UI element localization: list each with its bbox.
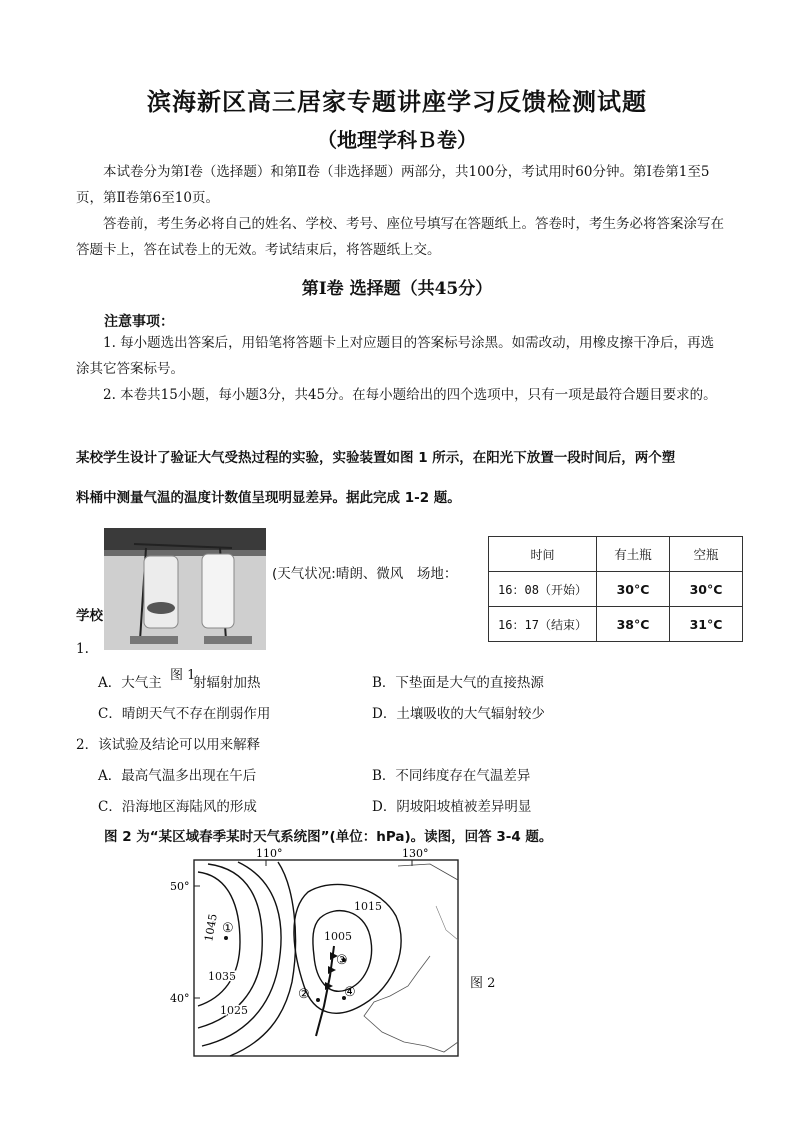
point-label-3: ③ <box>336 953 348 968</box>
notice-item: 1. 每小题选出答案后，用铅笔将答题卡上对应题目的答案标号涂黑。如需改动，用橡皮擦干净后，再选涂其它答案标号。 <box>76 335 715 377</box>
q1-option-a: A．大气主 <box>98 675 162 691</box>
figure1-photo <box>104 528 266 650</box>
figure2-label: 图 2 <box>470 976 496 991</box>
table-header: 有土瓶 <box>597 537 670 572</box>
q2-option-c: C．沿海地区海陆风的形成 <box>98 799 257 815</box>
weather-note: (天气状况:晴朗、微风 场地： <box>272 566 458 582</box>
q34-intro: 图 2 为“某区域春季某时天气系统图”(单位：hPa)。读图，回答 3-4 题。 <box>104 829 553 845</box>
isobar-label: 1035 <box>208 970 236 983</box>
notices <box>76 330 726 408</box>
isobar-label: 1025 <box>220 1004 248 1017</box>
point-label-4: ④ <box>344 985 356 1000</box>
lon-label: 110° <box>256 847 283 860</box>
table-cell: 16：08（开始） <box>489 572 597 607</box>
point-label-1: ① <box>222 921 234 936</box>
figure1-label: 图 1 <box>168 664 197 683</box>
notice-item: 2. 本卷共15小题，每小题3分，共45分。在每小题给出的四个选项中，只有一项是最符合题目要求的。 <box>103 387 717 403</box>
q2-option-b: B．不同纬度存在气温差异 <box>372 768 531 784</box>
temperature-table <box>488 536 743 642</box>
q12-intro-line1: 某校学生设计了验证大气受热过程的实验，实验装置如图 1 所示，在阳光下放置一段时间后，两个塑 <box>76 450 676 466</box>
notice-heading: 注意事项： <box>104 314 174 330</box>
exam-title: 滨海新区高三居家专题讲座学习反馈检测试题 <box>147 87 647 116</box>
school-fragment: 学校 <box>76 608 103 624</box>
table-cell: 38°C <box>597 607 670 642</box>
q2-option-d: D．阴坡阳坡植被差异明显 <box>372 799 532 815</box>
q1-option-b: B．下垫面是大气的直接热源 <box>372 675 544 691</box>
instruction-paragraph: 本试卷分为第Ⅰ卷（选择题）和第Ⅱ卷（非选择题）两部分，共100分，考试用时60分钟。第Ⅰ卷第1至5页，第Ⅱ卷第6至10页。 <box>76 164 710 206</box>
q1-option-d: D．土壤吸收的大气辐射较少 <box>372 706 545 722</box>
q1-option-c: C．晴朗天气不存在削弱作用 <box>98 706 271 722</box>
isobar-label: 1045 <box>202 912 220 943</box>
point-label-2: ② <box>298 987 310 1002</box>
isobar-label: 1015 <box>354 900 382 913</box>
q1-option-a-tail: 射辐射加热 <box>193 675 261 691</box>
table-cell: 16：17（结束） <box>489 607 597 642</box>
lat-label: 40° <box>170 992 190 1005</box>
exam-subtitle: （地理学科Ｂ卷） <box>317 128 477 152</box>
table-header-row <box>489 537 743 572</box>
instruction-paragraph: 答卷前，考生务必将自己的姓名、学校、考号、座位号填写在答题纸上。答卷时，考生务必将答案涂写在答题卡上，答在试卷上的无效。考试结束后，将答题纸上交。 <box>76 216 724 258</box>
table-cell: 30°C <box>670 572 743 607</box>
table-header: 时间 <box>489 537 597 572</box>
table-header: 空瓶 <box>670 537 743 572</box>
table-cell: 31°C <box>670 607 743 642</box>
isobar-label: 1005 <box>324 930 352 943</box>
table-cell: 30°C <box>597 572 670 607</box>
lat-label: 50° <box>170 880 190 893</box>
table-row <box>489 607 743 642</box>
q2-stem: 2．该试验及结论可以用来解释 <box>76 737 261 753</box>
lon-label: 130° <box>402 847 429 860</box>
figure2-weather-map <box>168 846 468 1060</box>
q2-option-a: A．最高气温多出现在午后 <box>98 768 257 784</box>
table-row <box>489 572 743 607</box>
section-heading: 第Ⅰ卷 选择题（共45分） <box>301 279 493 299</box>
q1-number: 1. <box>76 641 89 657</box>
instructions <box>76 159 726 263</box>
q12-intro-line2: 料桶中测量气温的温度计数值呈现明显差异。据此完成 1-2 题。 <box>76 490 461 506</box>
